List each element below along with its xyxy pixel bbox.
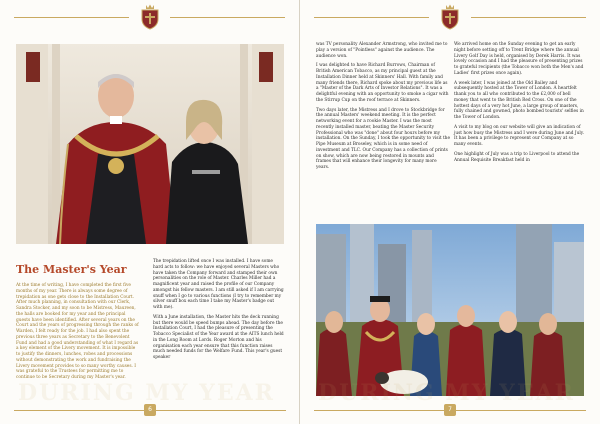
bottom-rule-right [156,410,286,411]
page-heading: The Master's Year [16,263,127,276]
top-rule-right [170,17,285,18]
top-rule-left [14,17,129,18]
paragraph: A visit to my blog on our website will give an indication of just how busy the Mistress and I were during June and July. It has been a privilege to represent our Company at so many events. [454,124,585,147]
right-column-2 [454,42,585,167]
top-rule-left [314,17,429,18]
top-rule-right [471,17,586,18]
bottom-rule-right [456,410,586,411]
paragraph: With a June installation, the Master hits the deck running but there would be speed bumps ahead. The day before the Installation Court, I had the pleasure of presenting the Tobacco Specialist of the Year award at the AITS lunch held in the Long Room at Lords. Roger Morton and his organisation each year ensure that this function raises much needed funds for the Welfare Fund. This year's guest speaker [153,314,284,360]
paragraph: was TV personality Alexander Armstrong, who invited me to play a version of "Pointless" against the audience. The audience won. [316,42,448,59]
paragraph: A week later, I was joined at the Old Bailey and subsequently hosted at the Tower of London. A heartfelt thank you to all who contributed to the £2,000 of bell money that went to the British Red Cross. On one of the hottest days of a very hot June, a large group of masters, fully chained and gowned, photo bombed tourists' selfies in the Tower of London. [454,80,584,120]
livery-crest-icon [439,4,461,30]
page-number: 7 [444,404,456,416]
right-column-1 [316,42,450,175]
paragraph: We arrived home on the Sunday evening to get an early night before setting off to Trent Bridge where the annual Livery Golf Day is held, organised by Derek Harris. It was lovely occasion and I had the pleasure of presenting prizes to grateful recipients (the Tobacco won both the Men's and Ladies' first prizes once again). [454,42,584,76]
paragraph: At the time of writing, I have completed the first five months of my year. There is always some degree of trepidation as one gets close to the Installation Court. After much planning, in consultation with our Clerk, Sandra Stocker, and my soon to be Mistress, Maureen, the halls are booked for my year and the principal guests have been identified. After several years on the Court and the years of progressing through the ranks of Warden, I felt ready for the job. I had also spent the previous three years as Secretary to the Benevolent Fund and had a good understanding of what I regard as a key element of the Livery movement. It is impossible to justify the dinners, lunches, robes and processions without demonstrating the work and fundraising the Livery movement provides to so many worthy causes. I was grateful to the Trustees for permitting me to continue to be Secretary during my Master's year. [16,283,139,380]
paragraph: Two days later, the Mistress and I drove to Stockbridge for the annual Masters' weekend meeting. It is the perfect networking event for a rookie Master. I was the most recently installed master, beating the Master Security Professional who was "done" about four hours before my installation. On the Sunday, I took the opportunity to visit the Pipe Museum at Broseley, which is in some need of investment and TLC. Our Company has a collection of prints on show, which are now being restored in mounts and frames that will enhance their longevity for many more years. [316,107,450,170]
paragraph: The trepidation lifted once I was installed. I have some hard acts to follow: we have enjoyed several Masters who have taken the Company forward and stamped their own personalities on the role of Master. Charles Miller had a magnificent year and raised the profile of our Company amongst his fellow masters. I am still asked if I am carrying snuff when I go to various functions (I try to remember my silver snuff box each time I take my Master's badge out with me). [153,259,284,310]
left-column-1 [16,283,140,385]
bottom-rule-left [14,410,144,411]
left-column-2 [153,259,284,365]
masters-group-photo [316,224,584,396]
paragraph: One highlight of July was a trip to Liverpool to attend the Annual Requisite Breakfast held in [454,151,580,163]
livery-crest-icon [139,4,161,30]
right-page [300,0,600,424]
paragraph: I was delighted to have Richard Burrows, Chairman of British American Tobacco, as my principal guest at the Installation Dinner held at Skinners' Hall. With family and many friends there, Richard spoke about my previous life as a "Master of the Dark Arts of Investor Relations". It was a delightful evening with an opportunity to smoke a cigar with the Stirrup Cup on the roof terrace at Skinners. [316,63,449,103]
watermark-text: DURING MY YEAR [18,380,275,406]
master-and-mistress-photo [16,44,284,244]
bottom-rule-left [314,410,444,411]
page-number: 6 [144,404,156,416]
